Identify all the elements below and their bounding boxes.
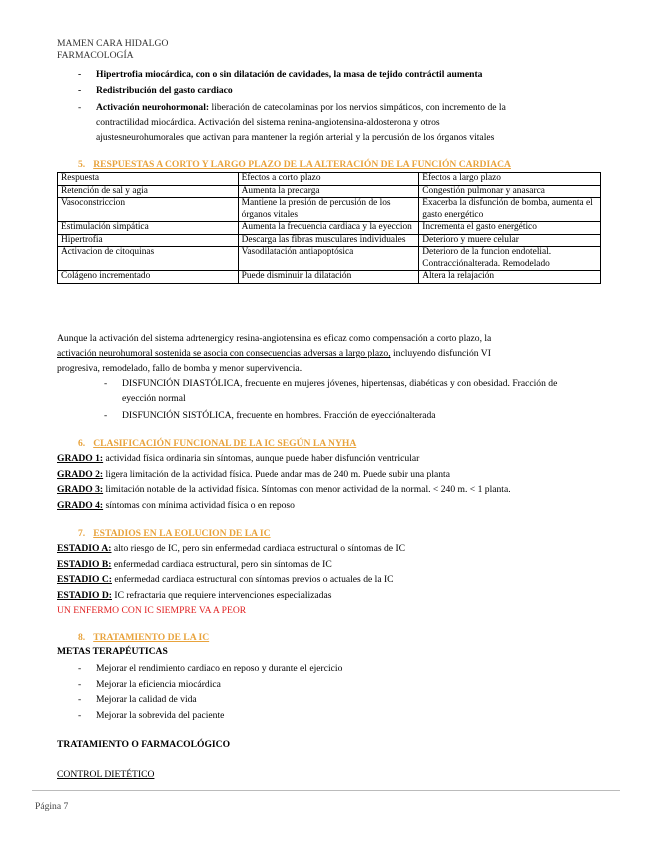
grade-label: GRADO 4: [57, 499, 104, 511]
dysfunction-text: DISFUNCIÓN DIASTÓLICA, frecuente en mujeres jóvenes, hipertensas, diabéticas y con obesidad. Fracción de [122, 378, 558, 389]
section-7-heading [78, 527, 271, 540]
table-cell: Aumenta la precarga [238, 185, 419, 198]
table-cell: Incrementa el gasto energético [419, 222, 601, 235]
section-number: 7. [78, 528, 86, 539]
table-cell: Exacerba la disfunción de bomba, aumenta el gasto energético [419, 198, 601, 222]
table-cell: Vasodilatación antiapoptósica [238, 247, 419, 271]
section-title: ESTADIOS EN LA EOLUCION DE LA IC [93, 528, 271, 539]
stage-item [57, 588, 627, 604]
table-cell: Activacion de citoquinas [58, 247, 239, 271]
grade-label: GRADO 3: [57, 484, 104, 495]
footer-divider [32, 790, 620, 791]
table-header-cell: Efectos a corto plazo [238, 173, 419, 186]
section-8-heading [78, 631, 209, 644]
table-cell: Altera la relajación [419, 271, 601, 284]
stage-label: ESTADIO C: [57, 574, 112, 585]
table-row [58, 271, 601, 284]
activacion-text-2: contractilidad miocárdica. Activación del sistema renina-angiotensina-aldosterona y otros [96, 117, 440, 128]
underlined-phrase: activación neurohumoral sostenida se asocia con consecuencias adversas a largo plazo, [57, 348, 391, 359]
metas-list [78, 661, 608, 723]
grade-item [57, 482, 627, 498]
table-row [58, 234, 601, 247]
list-item: - Mejorar el rendimiento cardiaco en reposo y durante el ejercicio [78, 661, 608, 677]
activacion-label: Activación neurohormonal: [96, 102, 210, 113]
stage-label: ESTADIO B: [57, 558, 112, 570]
section-number: 6. [78, 438, 86, 449]
table-header-cell: Efectos a largo plazo [419, 173, 601, 186]
author-name: MAMEN CARA HIDALGO [57, 38, 169, 49]
stage-text: enfermedad cardiaca estructural, pero sin síntomas de IC [111, 558, 332, 570]
dysfunction-list [104, 376, 604, 423]
grade-text: limitación notable de la actividad física. Síntomas con menor actividad de la normal. < 240 m. < 1 planta. [103, 484, 511, 495]
section-number: 5. [78, 159, 86, 170]
list-item: - DISFUNCIÓN SISTÓLICA, frecuente en hombres. Fracción de eyecciónalterada [104, 408, 604, 423]
list-item: - Mejorar la sobrevida del paciente [78, 708, 608, 724]
activacion-text: liberación de catecolaminas por los nervios simpáticos, con incremento de la [211, 102, 506, 113]
tratamiento-heading: TRATAMIENTO O FARMACOLÓGICO [57, 739, 231, 750]
dysfunction-text-2: eyección normal [122, 393, 186, 404]
grade-text: síntomas con mínima actividad física o en reposo [103, 499, 295, 511]
list-item [104, 376, 604, 406]
table-cell: Estimulación simpática [58, 222, 239, 235]
grade-label: GRADO 1: [57, 453, 104, 464]
metas-title: METAS TERAPÉUTICAS [57, 646, 168, 657]
activacion-text-3: ajustesneurohumorales que activan para mantener la región arterial y la percusión de los órganos vitales [96, 132, 495, 143]
nyha-grades [57, 451, 627, 513]
paragraph-line: Aunque la activación del sistema adrtenergicy resina-angiotensina es eficaz como compensación a corto plazo, la [57, 333, 492, 344]
list-item: - Redistribución del gasto cardiaco [78, 84, 608, 97]
intro-bullet-list [78, 68, 608, 145]
section-number: 8. [78, 632, 86, 643]
table-header-cell: Respuesta [58, 173, 239, 186]
stage-text: enfermedad cardiaca estructural con síntomas previos o actuales de la IC [112, 574, 394, 585]
grade-label: GRADO 2: [57, 468, 104, 480]
section-title: RESPUESTAS A CORTO Y LARGO PLAZO DE LA ALTERACIÓN DE LA FUNCIÓN CARDIACA [93, 159, 511, 170]
grade-item [57, 498, 627, 514]
grade-text: ligera limitación de la actividad física. Puede andar mas de 240 m. Puede subir una planta [103, 468, 450, 480]
grade-text: actividad física ordinaria sin síntomas, aunque puede haber disfunción ventricular [103, 453, 420, 464]
table-cell: Hipertrofia [58, 234, 239, 247]
table-cell: Deterioro y muere celular [419, 234, 601, 247]
warning-text: UN ENFERMO CON IC SIEMPRE VA A PEOR [57, 605, 247, 616]
grade-item [57, 451, 627, 467]
table-cell: Vasoconstriccion [58, 198, 239, 222]
table-header-row [58, 173, 601, 186]
grade-item [57, 467, 627, 483]
ic-stages [57, 541, 627, 619]
paragraph-text: incluyendo disfunción VI [390, 348, 491, 359]
list-item: - Mejorar la eficiencia miocárdica [78, 677, 608, 693]
table-row [58, 185, 601, 198]
section-title: CLASIFICACIÓN FUNCIONAL DE LA IC SEGÚN LA NYHA [93, 438, 357, 449]
table-cell: Aumenta la frecuencia cardiaca y la eyeccion [238, 222, 419, 235]
stage-item [57, 557, 627, 573]
stage-item [57, 572, 627, 588]
page-number: Página 7 [35, 801, 69, 812]
table-cell: Puede disminuir la dilatación [238, 271, 419, 284]
paragraph-line [57, 346, 617, 361]
section-5-heading [78, 158, 511, 171]
table-cell: Mantiene la presión de percusión de los órganos vitales [238, 198, 419, 222]
table-row [58, 198, 601, 222]
responses-table [57, 172, 601, 284]
stage-label: ESTADIO D: [57, 589, 112, 601]
list-item: - Mejorar la calidad de vida [78, 692, 608, 708]
table-cell: Retención de sal y agia [58, 185, 239, 198]
stage-text: alto riesgo de IC, pero sin enfermedad cardiaca estructural o síntomas de IC [111, 543, 406, 554]
stage-text: IC refractaria que requiere intervenciones especializadas [112, 589, 332, 601]
table-cell: Congestión pulmonar y anasarca [419, 185, 601, 198]
section-6-heading [78, 437, 356, 450]
subject-name: FARMACOLOGÍA [57, 50, 134, 61]
table-cell: Deterioro de la funcion endotelial. Contracciónalterada. Remodelado [419, 247, 601, 271]
table-cell: Descarga las fibras musculares individuales [238, 234, 419, 247]
compensation-paragraph [57, 331, 617, 376]
table-row [58, 247, 601, 271]
table-cell: Colágeno incrementado [58, 271, 239, 284]
list-item: - Hipertrofia miocárdica, con o sin dilatación de cavidades, la masa de tejido contráctil aumenta [78, 68, 608, 81]
stage-label: ESTADIO A: [57, 543, 112, 554]
table-row [58, 222, 601, 235]
stage-item [57, 541, 627, 557]
section-title: TRATAMIENTO DE LA IC [93, 632, 210, 643]
paragraph-line: progresiva, remodelado, fallo de bomba y menor supervivencia. [57, 363, 303, 374]
control-dietetico-heading: CONTROL DIETÉTICO [57, 769, 155, 780]
list-item [78, 100, 608, 145]
document-header [57, 38, 168, 62]
